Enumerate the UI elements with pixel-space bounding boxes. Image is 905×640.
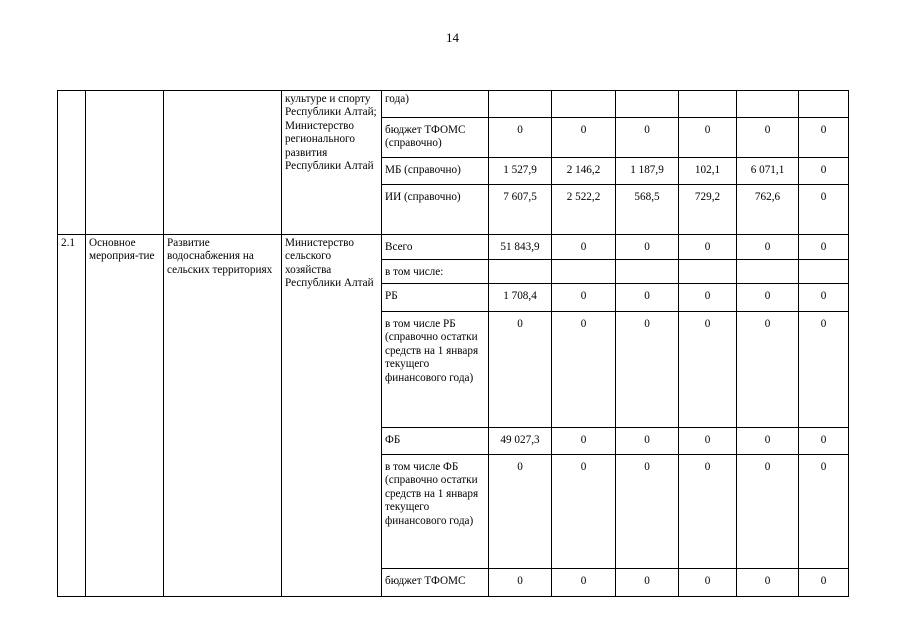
value-cell: 0 [737,312,799,428]
source-cell: в том числе ФБ (справочно остатки средств на 1 января текущего финансового года) [382,455,489,569]
value-cell: 0 [616,284,679,312]
source-cell: бюджет ТФОМС (справочно) [382,118,489,158]
value-cell: 0 [552,235,616,260]
value-cell: 729,2 [679,185,737,235]
value-cell: 1 187,9 [616,158,679,185]
source-cell: в том числе: [382,260,489,284]
value-cell: 2 522,2 [552,185,616,235]
value-cell: 0 [679,569,737,597]
item-responsible: Министерство сельского хозяйства Республики Алтай [282,235,382,597]
value-cell: 0 [679,428,737,455]
value-cell: 0 [799,185,849,235]
value-cell: 0 [616,569,679,597]
value-cell: 0 [552,428,616,455]
page-number: 14 [446,30,459,45]
value-cell: 0 [799,235,849,260]
continued-section [58,91,849,235]
source-cell: РБ [382,284,489,312]
value-cell [799,260,849,284]
value-cell: 49 027,3 [489,428,552,455]
value-cell [737,260,799,284]
table-row [58,91,849,118]
value-cell: 7 607,5 [489,185,552,235]
value-cell [799,91,849,118]
value-cell: 0 [737,284,799,312]
responsible-cell: культуре и спорту Республики Алтай; Министерство регионального развития Республики Алтай [282,91,382,235]
value-cell: 762,6 [737,185,799,235]
value-cell [489,260,552,284]
num-cell [58,91,86,235]
value-cell: 0 [799,312,849,428]
source-cell: в том числе РБ (справочно остатки средств на 1 января текущего финансового года) [382,312,489,428]
value-cell [679,91,737,118]
value-cell: 0 [799,118,849,158]
value-cell: 0 [616,118,679,158]
value-cell: 0 [616,455,679,569]
value-cell: 0 [679,284,737,312]
value-cell [679,260,737,284]
value-cell: 0 [737,118,799,158]
value-cell: 0 [737,428,799,455]
value-cell [737,91,799,118]
name-cell [164,91,282,235]
value-cell: 0 [679,312,737,428]
value-cell [552,260,616,284]
value-cell: 102,1 [679,158,737,185]
value-cell: 0 [679,235,737,260]
value-cell: 0 [552,569,616,597]
source-cell: МБ (справочно) [382,158,489,185]
value-cell: 0 [799,158,849,185]
value-cell: 1 527,9 [489,158,552,185]
value-cell: 0 [552,455,616,569]
value-cell: 51 843,9 [489,235,552,260]
value-cell: 0 [799,569,849,597]
value-cell: 0 [489,118,552,158]
value-cell [616,260,679,284]
value-cell: 0 [737,235,799,260]
value-cell [489,91,552,118]
item-type: Основное мероприя-тие [86,235,164,597]
source-cell: ФБ [382,428,489,455]
value-cell [616,91,679,118]
value-cell: 0 [616,312,679,428]
value-cell: 0 [799,455,849,569]
item-num: 2.1 [58,235,86,597]
value-cell: 0 [799,428,849,455]
table-row [58,235,849,260]
value-cell: 568,5 [616,185,679,235]
source-cell: ИИ (справочно) [382,185,489,235]
value-cell: 0 [552,312,616,428]
value-cell: 0 [489,569,552,597]
value-cell: 0 [616,428,679,455]
value-cell: 0 [489,455,552,569]
value-cell: 6 071,1 [737,158,799,185]
value-cell: 2 146,2 [552,158,616,185]
value-cell: 0 [679,455,737,569]
value-cell: 0 [552,118,616,158]
value-cell: 0 [552,284,616,312]
item-name: Развитие водоснабжения на сельских территориях [164,235,282,597]
value-cell: 0 [799,284,849,312]
item-section [58,235,849,597]
value-cell: 0 [737,569,799,597]
value-cell: 0 [679,118,737,158]
value-cell [552,91,616,118]
source-cell: бюджет ТФОМС [382,569,489,597]
value-cell: 1 708,4 [489,284,552,312]
value-cell: 0 [737,455,799,569]
value-cell: 0 [616,235,679,260]
source-cell: Всего [382,235,489,260]
funding-table [57,90,849,597]
type-cell [86,91,164,235]
source-cell: года) [382,91,489,118]
value-cell: 0 [489,312,552,428]
